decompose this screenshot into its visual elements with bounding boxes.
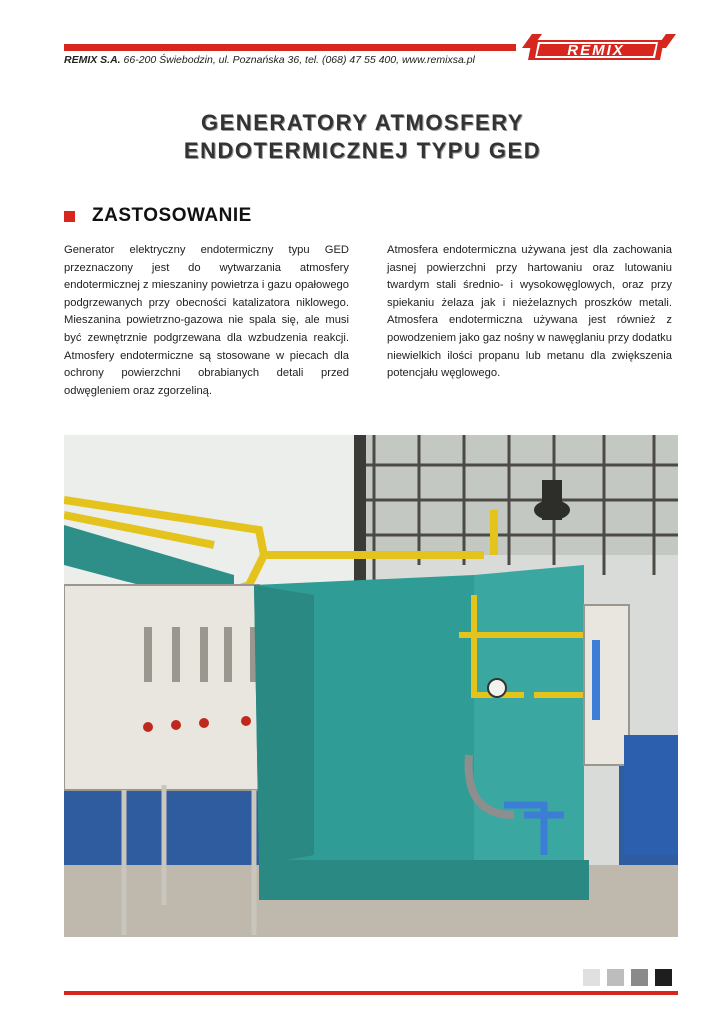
- body-column-left: [64, 242, 349, 400]
- section-bullet-icon: [64, 211, 75, 222]
- section-heading: ZASTOSOWANIE: [92, 205, 252, 226]
- company-name: REMIX S.A.: [64, 54, 121, 66]
- body-column-right: [387, 242, 672, 383]
- footer-swatch-mid: [607, 969, 624, 986]
- header-rule: [64, 44, 516, 51]
- document-title-line2: ENDOTERMICZNEJ TYPU GED: [183, 138, 542, 163]
- body-paragraph: Generator elektryczny endotermiczny typu GED przeznaczony jest do wytwarzania atmosfery endotermicznej z mieszaniny powietrza i gazu opałowego podgrzewanych przy obecności katalizatora niklowego. Mieszanina powietrzno-gazowa nie spala się, ale musi być zewnętrznie podgrzewana dla wzbudzenia reakcji. Atmosfery endotermiczne są stosowane w piecach dla ochrony powierzchni obrabianych detali przed odwęgleniem oraz zgorzeliną.: [64, 244, 349, 397]
- svg-text:REMIX: REMIX: [567, 42, 625, 59]
- company-address: 66-200 Świebodzin, ul. Poznańska 36, tel. (068) 47 55 400, www.remixsa.pl: [123, 54, 475, 66]
- contact-line: [64, 54, 475, 66]
- remix-logo: [518, 30, 678, 66]
- document-title-line1: GENERATORY ATMOSFERY: [201, 110, 524, 135]
- body-paragraph: Atmosfera endotermiczna używana jest dla zachowania jasnej powierzchni przy hartowaniu oraz lutowaniu twardym stali średnio- i wysokowęglowych, oraz przy spiekaniu żelaza jak i nieżelaznych proszków metali. Atmosfera endotermiczna używana jest również z powodzeniem jako gaz nośny w nawęglaniu przy dodatku niewielkich ilości propanu lub metanu dla zwiększenia potencjału węglowego.: [387, 244, 672, 380]
- generator-photo: [64, 435, 678, 937]
- footer-swatch-black: [655, 969, 672, 986]
- footer-swatch-light: [583, 969, 600, 986]
- footer-rule: [64, 991, 678, 995]
- footer-swatch-dark: [631, 969, 648, 986]
